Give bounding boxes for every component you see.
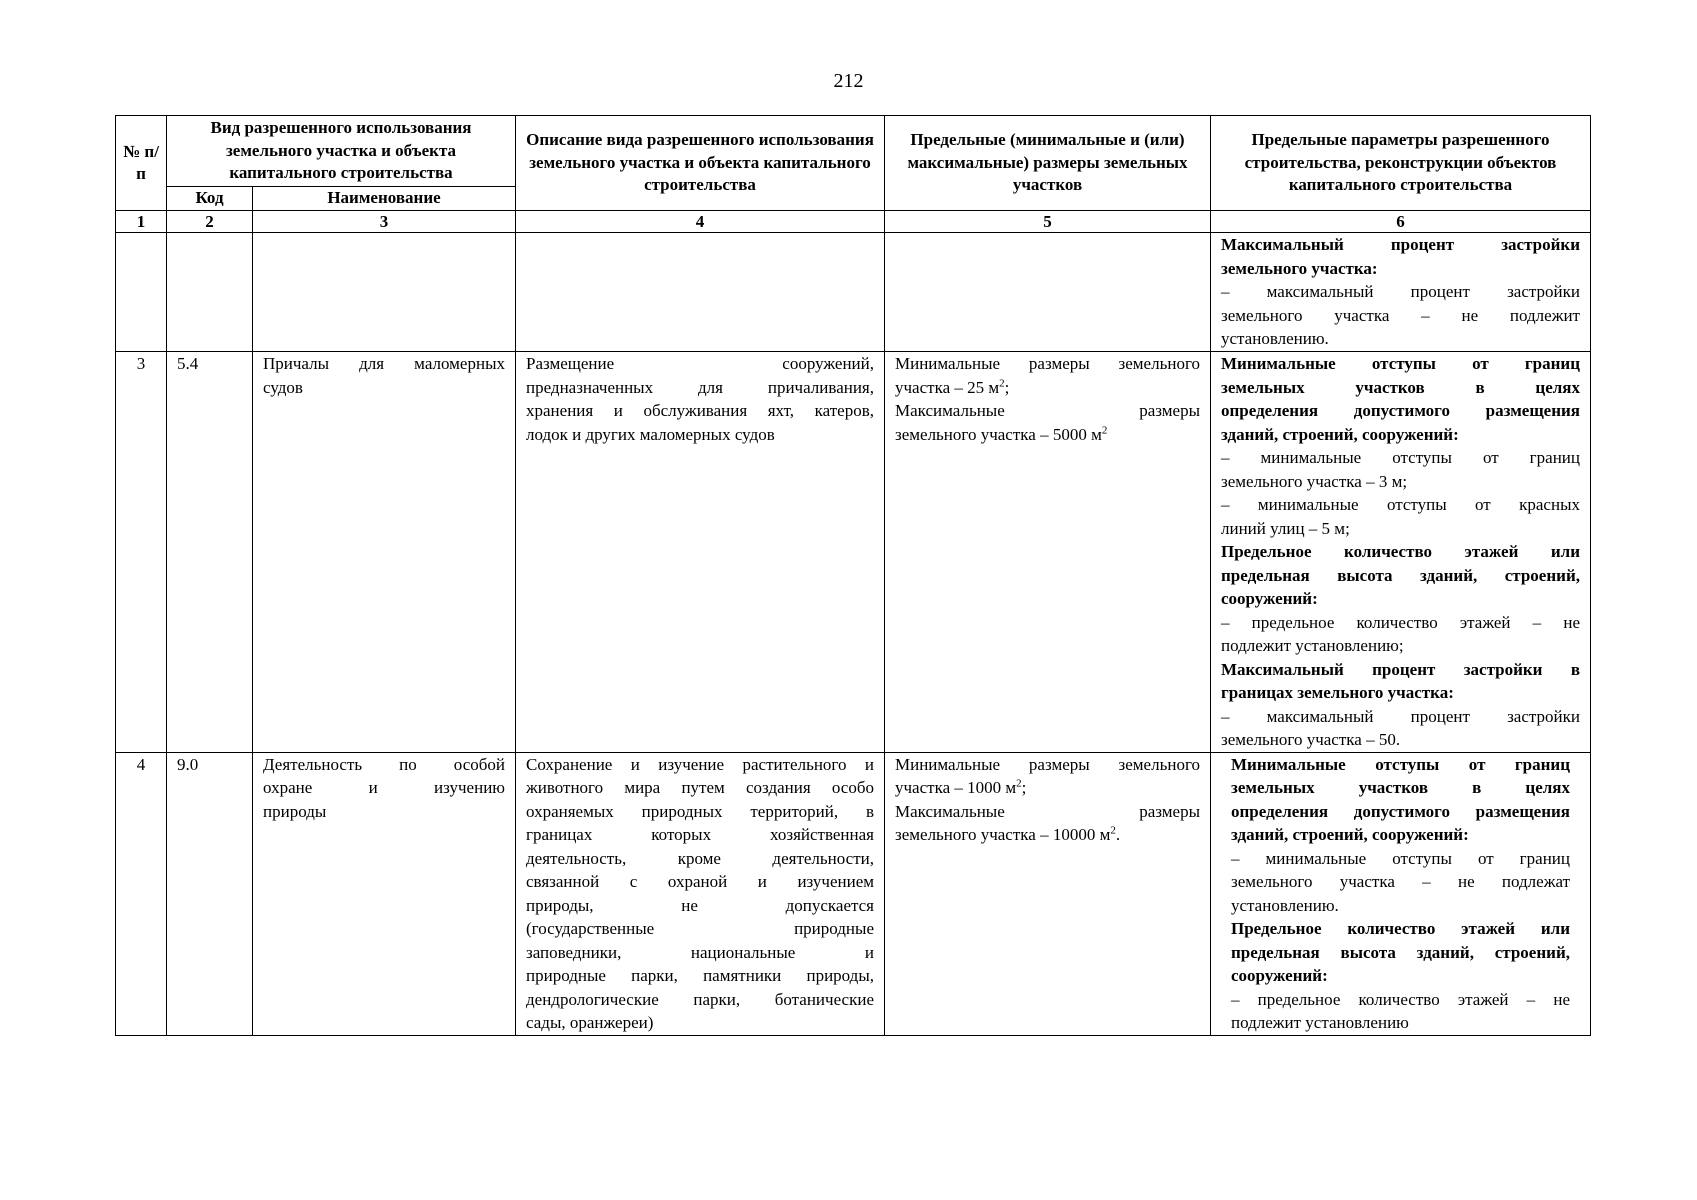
header-sizes: Предельные (минимальные и (или) максимальные) размеры земельных участков <box>885 116 1211 211</box>
row-name <box>253 752 516 1035</box>
column-number: 5 <box>885 211 1211 233</box>
row-code <box>167 233 253 352</box>
params-line: Минимальные отступы от границ <box>1231 754 1570 774</box>
description-line: границах которых хозяйственная <box>526 825 874 844</box>
description-line: Сохранение и изучение растительного и <box>526 754 874 774</box>
sizes-line: Минимальные размеры земельного <box>895 354 1200 373</box>
params-line: земельного участка – не подлежит <box>1221 305 1580 325</box>
description-line: лодок и других маломерных судов <box>526 424 775 444</box>
row-num: 4 <box>116 752 167 1035</box>
table-row <box>116 352 1591 753</box>
params-line: установлению. <box>1221 329 1329 348</box>
row-sizes <box>885 233 1211 352</box>
sizes-line: Максимальные размеры <box>895 401 1200 420</box>
params-line: зданий, строений, сооружений: <box>1231 825 1469 844</box>
page-number: 212 <box>833 70 864 92</box>
params-line: сооружений: <box>1231 966 1328 985</box>
header-description: Описание вида разрешенного использования земельного участка и объекта капитального строительства <box>516 116 885 211</box>
params-line: предельная высота зданий, строений, <box>1221 565 1580 585</box>
column-number: 2 <box>167 211 253 233</box>
params-line: Предельное количество этажей или <box>1221 542 1580 561</box>
row-sizes <box>885 352 1211 753</box>
column-number: 4 <box>516 211 885 233</box>
column-numbers-row <box>116 211 1591 233</box>
description-line: природные парки, памятники природы, <box>526 966 874 985</box>
params-line: определения допустимого размещения <box>1231 801 1570 821</box>
sizes-line: Максимальные размеры <box>895 801 1200 821</box>
description-line: охраняемых природных территорий, в <box>526 801 874 821</box>
params-line: земельных участков в целях <box>1231 778 1570 797</box>
description-line: деятельность, кроме деятельности, <box>526 848 874 868</box>
header-num: № п/п <box>116 116 167 211</box>
description-line: сады, оранжереи) <box>526 1013 654 1032</box>
description-line: природы, не допускается <box>526 895 874 915</box>
params-line: определения допустимого размещения <box>1221 401 1580 420</box>
params-line: – минимальные отступы от границ <box>1221 448 1580 467</box>
params-line: – предельное количество этажей – не <box>1221 612 1580 632</box>
row-description <box>516 352 885 753</box>
params-line: линий улиц – 5 м; <box>1221 518 1350 538</box>
params-line: подлежит установлению <box>1231 1013 1409 1032</box>
params-line: – максимальный процент застройки <box>1221 706 1580 726</box>
table-row <box>116 233 1591 352</box>
params-line: установлению. <box>1231 895 1339 915</box>
sizes-line: земельного участка – 5000 $м^2$ <box>895 423 1108 444</box>
description-line: заповедники, национальные и <box>526 942 874 962</box>
params-line: земельного участка – 3 м; <box>1221 471 1408 491</box>
row-num: 3 <box>116 352 167 753</box>
name-line: судов <box>263 377 303 397</box>
row-code: 5.4 <box>167 352 253 753</box>
params-line: земельного участка – 50. <box>1221 730 1401 749</box>
params-line: земельного участка – не подлежат <box>1231 872 1570 891</box>
name-line: охране и изучению <box>263 778 505 797</box>
description-line: животного мира путем создания особо <box>526 778 874 797</box>
description-line: Размещение сооружений, <box>526 354 874 373</box>
params-line: земельных участков в целях <box>1221 377 1580 397</box>
row-name <box>253 352 516 753</box>
header-vri-group: Вид разрешенного использования земельного участка и объекта капитального строительства <box>167 116 516 187</box>
row-params <box>1211 752 1591 1035</box>
params-line: – максимальный процент застройки <box>1221 282 1580 301</box>
column-number: 3 <box>253 211 516 233</box>
row-params <box>1211 233 1591 352</box>
regulations-table <box>115 115 1591 1036</box>
params-line: границах земельного участка: <box>1221 683 1454 702</box>
sizes-line: участка – 1000 $м^2$; <box>895 777 1027 797</box>
params-line: сооружений: <box>1221 589 1318 608</box>
description-line: (государственные природные <box>526 919 874 938</box>
row-params <box>1211 352 1591 753</box>
params-line: подлежит установлению; <box>1221 636 1404 655</box>
sizes-line: Минимальные размеры земельного <box>895 754 1200 774</box>
table-row <box>116 752 1591 1035</box>
params-line: – минимальные отступы от границ <box>1231 848 1570 868</box>
header-code: Код <box>167 187 253 211</box>
column-number: 1 <box>116 211 167 233</box>
row-name <box>253 233 516 352</box>
params-line: – минимальные отступы от красных <box>1221 495 1580 514</box>
row-description <box>516 233 885 352</box>
row-sizes <box>885 752 1211 1035</box>
description-line: хранения и обслуживания яхт, катеров, <box>526 401 874 420</box>
params-line: – предельное количество этажей – не <box>1231 989 1570 1009</box>
name-line: Причалы для маломерных <box>263 354 505 373</box>
params-line: Предельное количество этажей или <box>1231 919 1570 938</box>
header-params: Предельные параметры разрешенного строительства, реконструкции объектов капитального строительства <box>1211 116 1591 211</box>
sizes-line: земельного участка – 10000 $м^2$. <box>895 824 1121 844</box>
sizes-line: участка – 25 $м^2$; <box>895 376 1010 397</box>
params-line: зданий, строений, сооружений: <box>1221 424 1459 444</box>
column-number: 6 <box>1211 211 1591 233</box>
params-line: Минимальные отступы от границ <box>1221 354 1580 373</box>
params-line: Максимальный процент застройки в <box>1221 659 1580 679</box>
params-line: предельная высота зданий, строений, <box>1231 942 1570 962</box>
row-num <box>116 233 167 352</box>
row-code: 9.0 <box>167 752 253 1035</box>
params-line: земельного участка: <box>1221 258 1378 278</box>
description-line: дендрологические парки, ботанические <box>526 989 874 1009</box>
description-line: связанной с охраной и изучением <box>526 872 874 891</box>
name-line: Деятельность по особой <box>263 754 505 774</box>
params-line: Максимальный процент застройки <box>1221 235 1580 254</box>
description-line: предназначенных для причаливания, <box>526 377 874 397</box>
name-line: природы <box>263 801 327 821</box>
header-name: Наименование <box>253 187 516 211</box>
row-description <box>516 752 885 1035</box>
